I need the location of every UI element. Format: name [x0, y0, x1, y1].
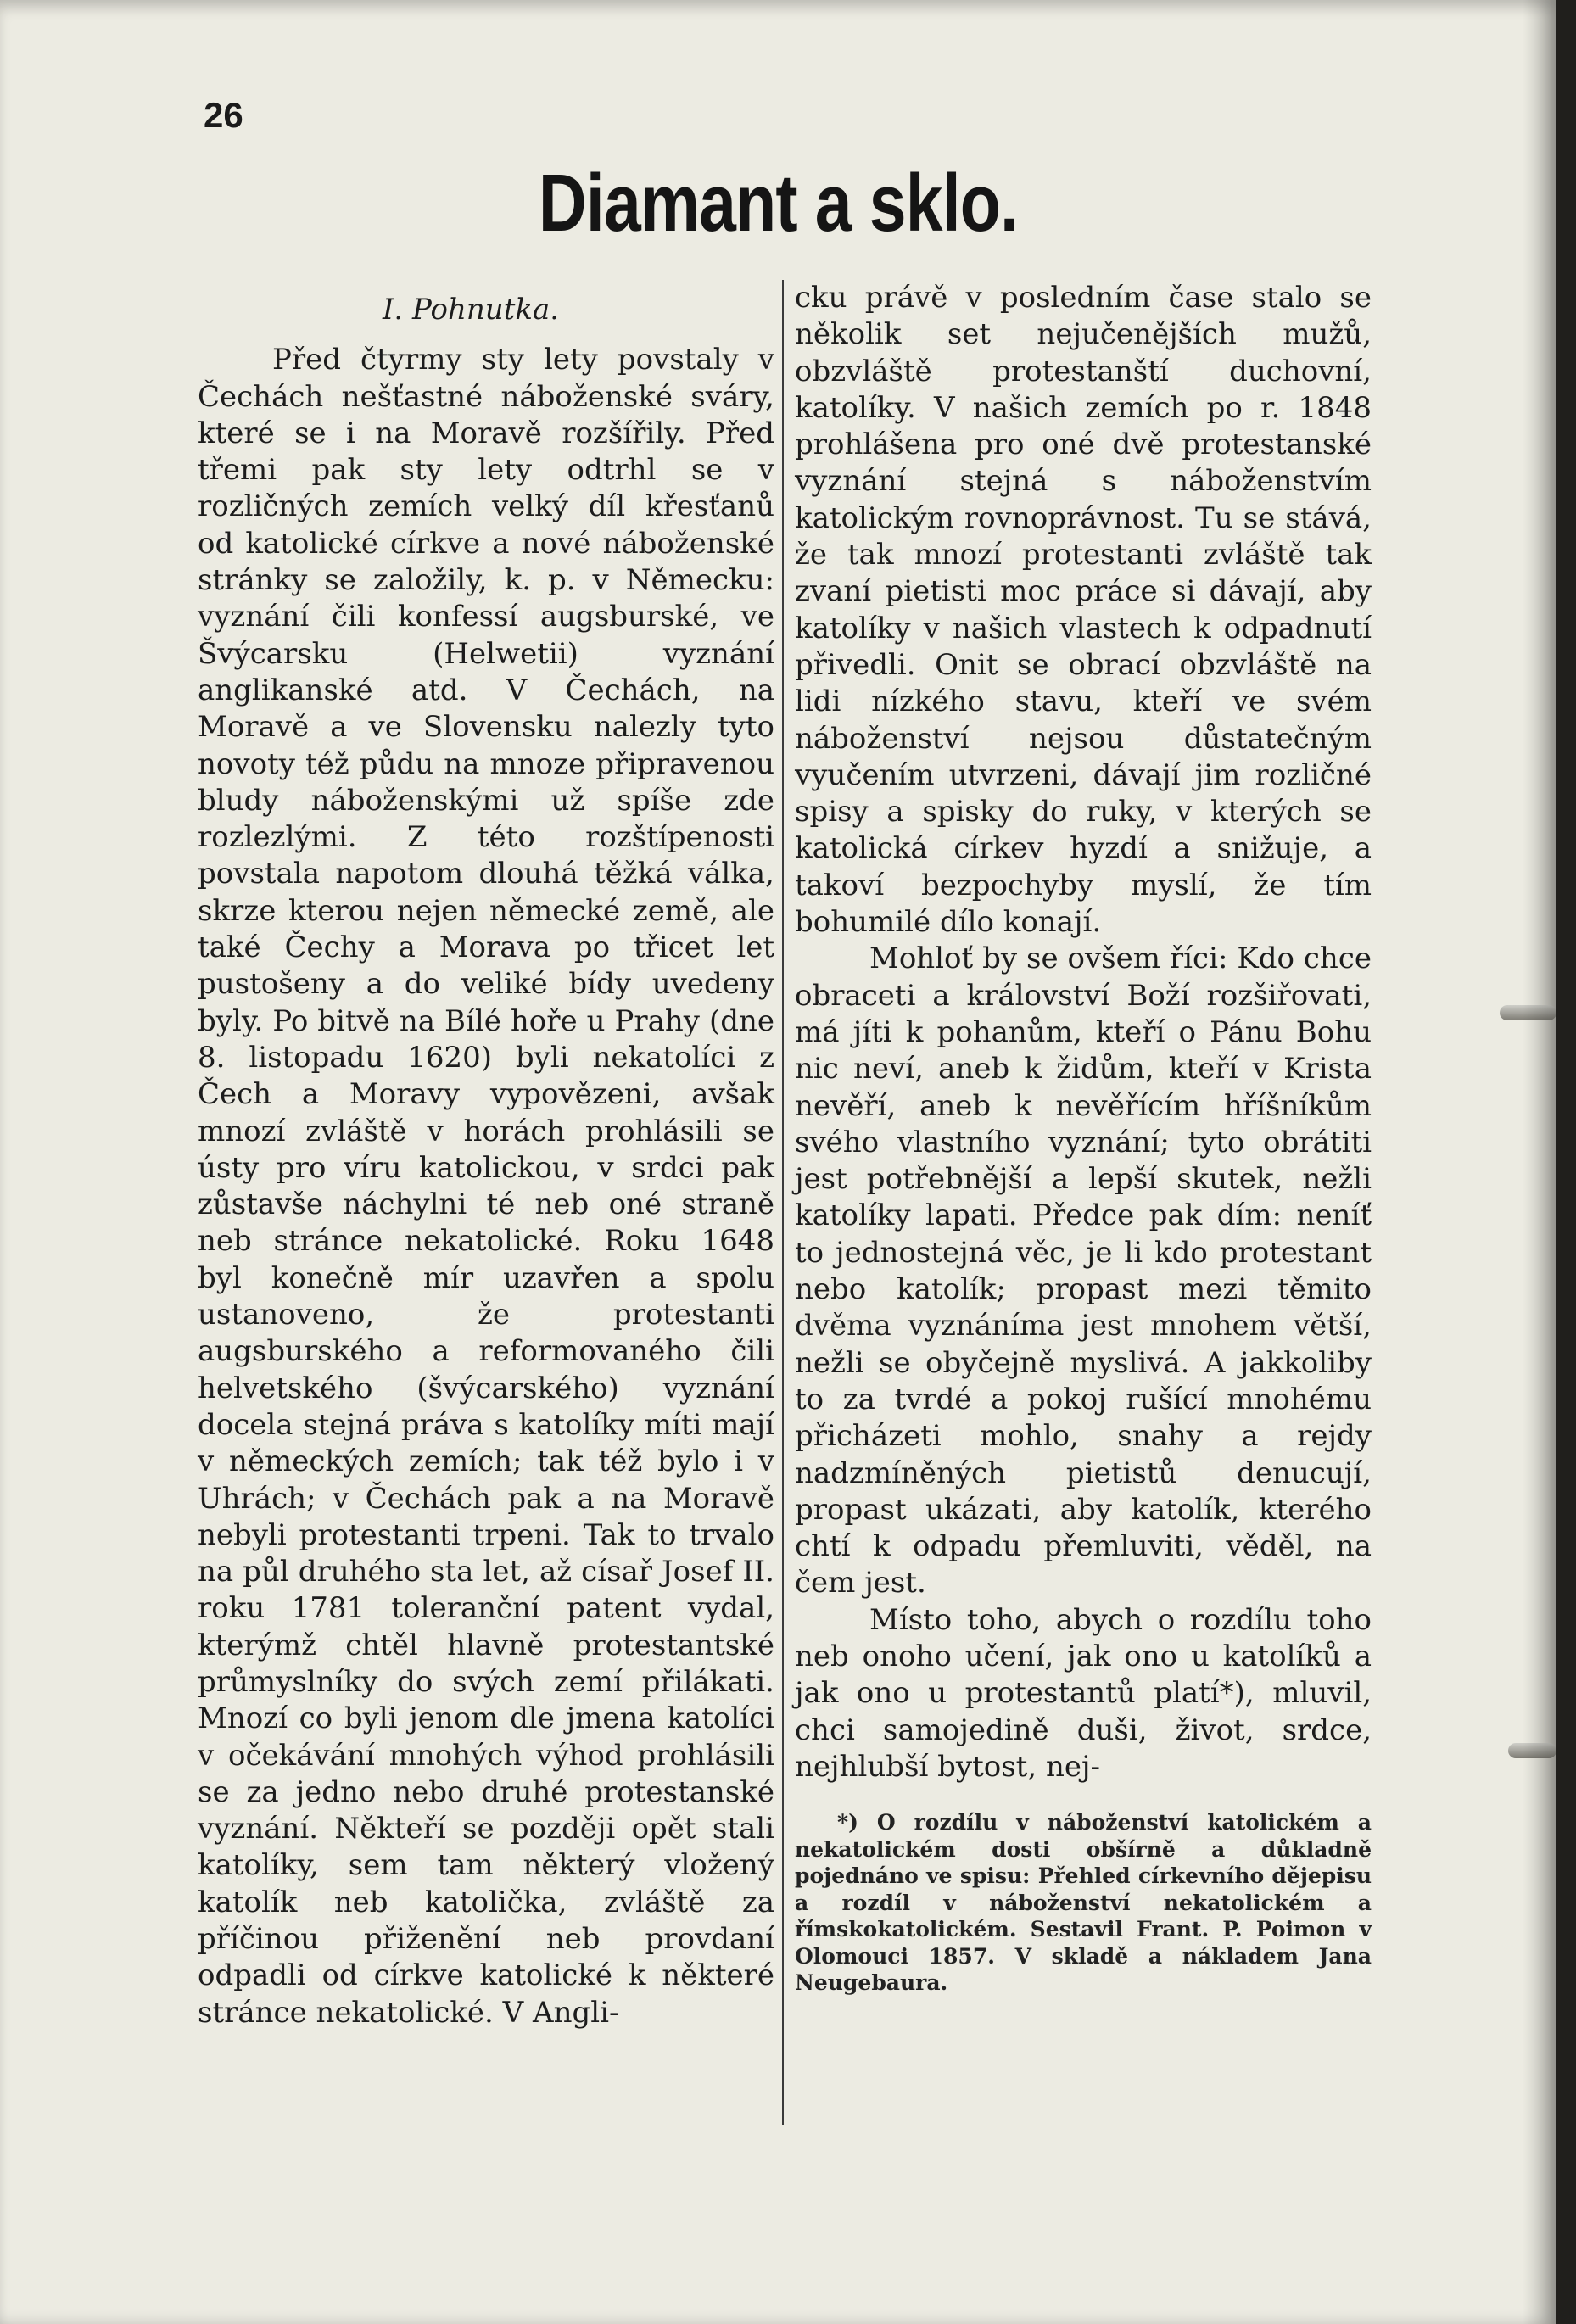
- paragraph: Mohloť by se ovšem říci: Kdo chce obraceti a království Boží rozšiřovati, má jíti k pohanům, kteří o Pánu Bohu nic neví, aneb k židům, kteří v Krista nevěří, aneb k nevěřícím hříšníkům svého vlastního vyznání; tyto obrátiti jest potřebnější a lepší skutek, nežli katolíky lapati. Předce pak dím: neníť to jednostejná věc, je li kdo protestant nebo katolík; propast mezi těmito dvěma vyznáníma jest mnohem větší, nežli se obyčejně myslivá. A jakkoliby to za tvrdé a pokoj rušící mnohému přicházeti mohlo, snahy a rejdy nadzmíněných pietistů denucují, propast ukázati, aby katolík, kterého chtí k odpadu přemluviti, věděl, na čem jest.: [795, 941, 1372, 1601]
- paragraph: Před čtyrmy sty lety povstaly v Čechách nešťastné náboženské sváry, které se i na Moravě rozšířily. Před třemi pak sty lety odtrhl se v rozličných zemích velký díl křesťanů od katolické církve a nové náboženské stránky se založily, k. p. v Německu: vyznání čili konfessí augsburské, ve Švýcarsku (Helwetii) vyznání anglikanské atd. V Čechách, na Moravě a ve Slovensku nalezly tyto novoty též půdu na mnoze připravenou bludy náboženskými už spíše zde rozlezlými. Z této rozštípenosti povstala napotom dlouhá těžká válka, skrze kterou nejen německé země, ale také Čechy a Morava po třicet let pustošeny a do veliké bídy uvedeny byly. Po bitvě na Bílé hoře u Prahy (dne 8. listopadu 1620) byli nekatolíci z Čech a Moravy vypovězeni, avšak mnozí zvláště v horách prohlásili se ústy pro víru katolickou, v srdci pak zůstavše náchylni té neb oné straně neb stránce nekatolické. Roku 1648 byl konečně mír uzavřen a spolu ustanoveno, že protestanti augsburského a reformovaného čili helvetského (švýcarského) vyznání docela stejná práva s katolíky míti mají v německých zemích; tak též bylo i v Uhrách; v Čechách pak a na Moravě nebyli protestanti trpeni. Tak to trvalo na půl druhého sta let, až císař Josef II. roku 1781 toleranční patent vydal, kterýmž chtěl hlavně protestantské průmyslníky do svých zemí přilákati. Mnozí co byli jenom dle jmena katolíci v očekávání mnohých výhod prohlásili se za jedno nebo druhé protestanské vyznání. Někteří se později opět stali katolíky, sem tam některý vložený katolík neb katolička, zvláště za příčinou přiženění neb provdaní odpadli od církve katolické k některé stránce nekatolické. V Angli-: [198, 343, 774, 2030]
- binding-clip: [1508, 1743, 1556, 1758]
- binding-clip: [1500, 1005, 1556, 1020]
- left-column: [198, 283, 774, 2031]
- column-divider: [782, 280, 784, 2125]
- paragraph: cku právě v posledním čase stalo se několik set nejučenějších mužů, obzvláště protestanští duchovní, katolíky. V našich zemích po r. 1848 prohlášena pro oné dvě protestanské vyznání stejná s náboženstvím katolickým rovnoprávnost. Tu se stává, že tak mnozí protestanti zvláště tak zvaní pietisti moc práce si dávají, aby katolíky v našich vlastech k odpadnutí přivedli. Onit se obrací obzvláště na lidi nízkého stavu, kteří ve svém náboženství nejsou důstatečným vyučením utvrzeni, dávají jim rozličné spisy a spisky do ruky, v kterých se katolická církev hyzdí a snižuje, a takoví bezpochyby myslí, že tím bohumilé dílo konají.: [795, 281, 1372, 940]
- right-column: [795, 280, 1372, 1997]
- paragraph: Místo toho, abych o rozdílu toho neb onoho učení, jak ono u katolíků a jak ono u protestantů platí*), mluvil, chci samojedině duši, život, srdce, nejhlubší bytost, nej-: [795, 1602, 1372, 1784]
- section-heading: I. Pohnutka.: [383, 293, 560, 327]
- page-title: Diamant a sklo.: [538, 158, 1019, 249]
- page-number: 26: [204, 95, 243, 135]
- footnote: *) O rozdílu v náboženství katolickém a nekatolickém dosti obšírně a důkladně pojednáno ve spisu: Přehled církevního dějepisu a rozdíl v náboženství nekatolickém a římskokatolickém. Sestavil Frant. P. Poimon v Olomouci 1857. V skladě a nákladem Jana Neugebaura.: [795, 1810, 1372, 1996]
